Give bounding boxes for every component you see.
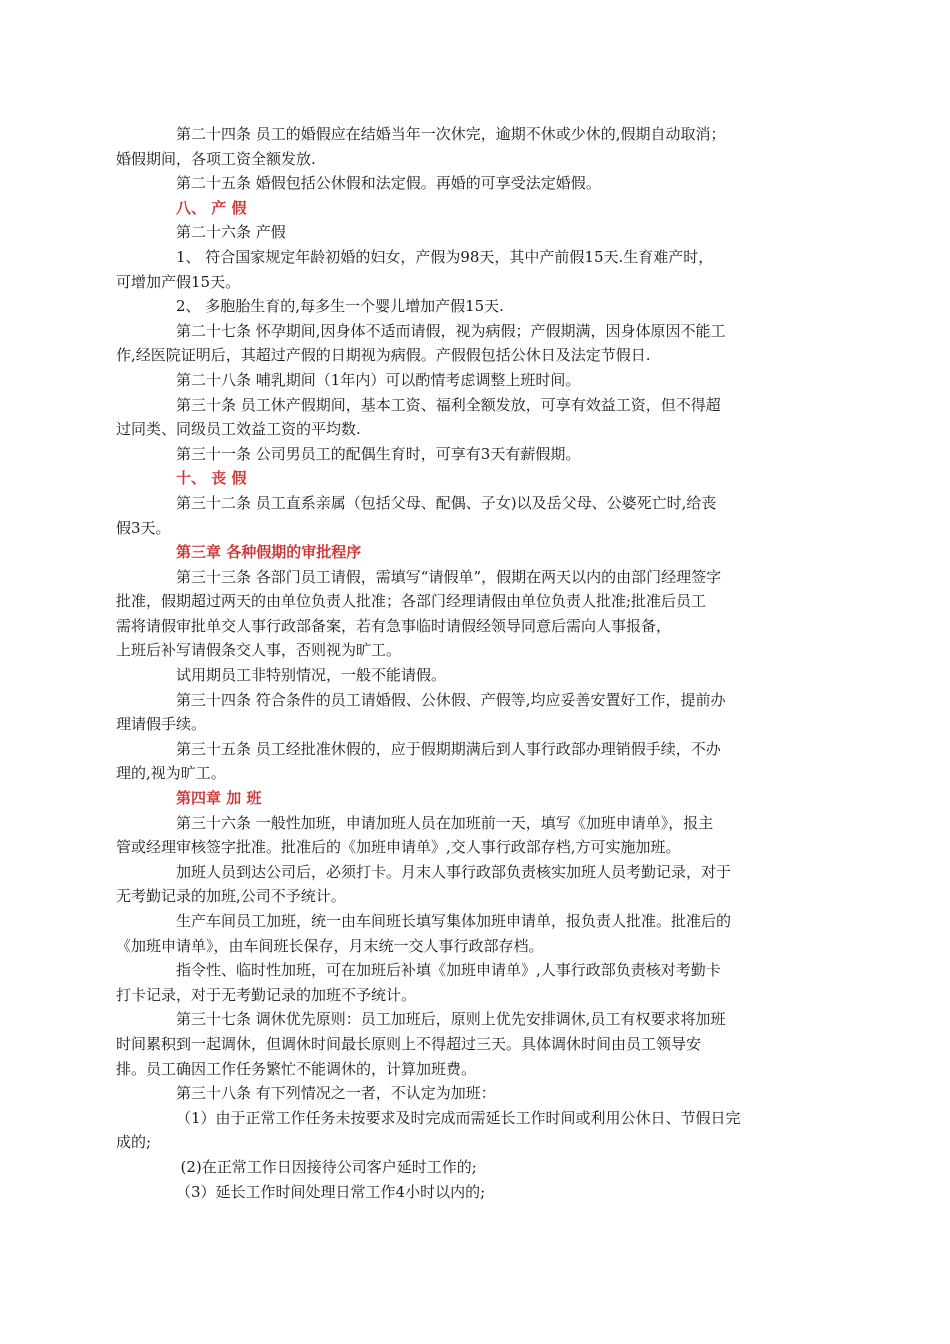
text-line: 打卡记录，对于无考勤记录的加班不予统计。 — [116, 985, 417, 1004]
paragraph — [116, 245, 806, 294]
text-line: 《加班申请单》，由车间班长保存，月末统一交人事行政部存档。 — [116, 936, 544, 955]
text-line: 作,经医院证明后，其超过产假的日期视为病假。产假假包括公休日及法定节假日. — [116, 346, 651, 365]
text-line: 第四章 加 班 — [176, 789, 262, 808]
text-line: 需将请假审批单交人事行政部备案，若有急事临时请假经领导同意后需向人事报备， — [116, 616, 672, 635]
text-line: 2、 多胞胎生育的,每多生一个婴儿增加产假15天. — [176, 297, 504, 316]
text-line: 过同类、同级员工效益工资的平均数. — [116, 420, 361, 439]
text-line: 第二十八条 哺乳期间（1年内）可以酌情考虑调整上班时间。 — [176, 370, 581, 389]
text-line: 1、 符合国家规定年龄初婚的妇女，产假为98天，其中产前假15天.生育难产时， — [176, 247, 714, 266]
text-line: 第三十四条 符合条件的员工请婚假、公休假、产假等,均应妥善安置好工作，提前办 — [176, 690, 726, 709]
paragraph — [116, 565, 806, 663]
text-line: 第三十二条 员工直系亲属（包括父母、配偶、子女)以及岳父母、公婆死亡时,给丧 — [176, 493, 717, 512]
section-heading — [146, 466, 806, 491]
text-line: 十、 丧 假 — [176, 469, 247, 488]
text-line: 可增加产假15天。 — [116, 272, 241, 291]
section-heading — [146, 786, 806, 811]
text-line: 管或经理审核签字批准。批准后的《加班申请单》,交人事行政部存档,方可实施加班。 — [116, 838, 681, 857]
text-line: 第二十六条 产假 — [176, 223, 286, 242]
text-line: 试用期员工非特别情况，一般不能请假。 — [176, 666, 447, 685]
text-line: 第二十四条 员工的婚假应在结婚当年一次休完，逾期不休或少休的,假期自动取消； — [176, 125, 726, 143]
paragraph — [146, 442, 806, 467]
paragraph — [146, 220, 806, 245]
paragraph — [146, 1155, 806, 1180]
text-line: 婚假期间，各项工资全额发放. — [116, 149, 316, 168]
text-line: 第二十五条 婚假包括公休假和法定假。再婚的可享受法定婚假。 — [176, 174, 601, 193]
paragraph — [146, 663, 806, 688]
text-line: 加班人员到达公司后，必须打卡。月末人事行政部负责核实加班人员考勤记录，对于 — [176, 862, 732, 881]
text-line: 时间累积到一起调休，但调休时间最长原则上不得超过三天。具体调休时间由员工领导安 — [116, 1034, 702, 1053]
text-line: 第三十八条 有下列情况之一者，不认定为加班： — [176, 1084, 496, 1103]
paragraph — [116, 1106, 806, 1155]
text-line: 假3天。 — [116, 518, 171, 537]
paragraph — [146, 368, 806, 393]
text-line: （3）延长工作时间处理日常工作4小时以内的; — [176, 1182, 486, 1201]
document-page — [116, 122, 806, 1204]
paragraph — [116, 122, 806, 171]
text-line: 指令性、临时性加班，可在加班后补填《加班申请单》,人事行政部负责核对考勤卡 — [176, 961, 721, 980]
text-line: 第二十七条 怀孕期间,因身体不适而请假，视为病假；产假期满，因身体原因不能工 — [176, 321, 726, 340]
text-line: (2)在正常工作日因接待公司客户延时工作的; — [180, 1157, 477, 1176]
text-line: 生产车间员工加班，统一由车间班长填写集体加班申请单，报负责人批准。批准后的 — [176, 912, 732, 930]
paragraph — [116, 860, 806, 909]
paragraph — [116, 393, 806, 442]
paragraph — [116, 688, 806, 737]
paragraph — [116, 958, 806, 1007]
paragraph — [116, 491, 806, 540]
paragraph — [146, 1081, 806, 1106]
text-line: 八、 产 假 — [176, 198, 247, 217]
text-line: 第三十六条 一般性加班，申请加班人员在加班前一天，填写《加班申请单》，报主 — [176, 813, 714, 832]
paragraph — [146, 294, 806, 319]
paragraph — [146, 171, 806, 196]
text-line: 上班后补写请假条交人事，否则视为旷工。 — [116, 641, 402, 660]
text-line: 第三十一条 公司男员工的配偶生育时，可享有3天有薪假期。 — [176, 444, 581, 463]
text-line: 第三十三条 各部门员工请假，需填写“请假单”，假期在两天以内的由部门经理签字 — [176, 567, 722, 586]
paragraph — [116, 909, 806, 958]
paragraph — [116, 737, 806, 786]
text-line: 第三章 各种假期的审批程序 — [176, 543, 362, 562]
paragraph — [116, 1007, 806, 1081]
text-line: 第三十条 员工休产假期间，基本工资、福利全额发放，可享有效益工资，但不得超 — [176, 395, 721, 414]
paragraph — [116, 319, 806, 368]
text-line: 无考勤记录的加班,公司不予统计。 — [116, 887, 346, 906]
paragraph — [116, 811, 806, 860]
text-line: 理的,视为旷工。 — [116, 764, 226, 783]
text-line: 成的; — [116, 1133, 152, 1152]
paragraph — [146, 1180, 806, 1205]
text-line: （1）由于正常工作任务未按要求及时完成而需延长工作时间或利用公休日、节假日完 — [176, 1108, 741, 1127]
text-line: 理请假手续。 — [116, 715, 207, 734]
text-line: 排。员工确因工作任务繁忙不能调休的，计算加班费。 — [116, 1059, 477, 1078]
text-line: 批准，假期超过两天的由单位负责人批准；各部门经理请假由单位负责人批准;批准后员工 — [116, 592, 707, 611]
section-heading — [146, 540, 806, 565]
text-line: 第三十七条 调休优先原则：员工加班后，原则上优先安排调休,员工有权要求将加班 — [176, 1010, 726, 1029]
text-line: 第三十五条 员工经批准休假的，应于假期期满后到人事行政部办理销假手续，不办 — [176, 739, 721, 758]
section-heading — [146, 196, 806, 221]
